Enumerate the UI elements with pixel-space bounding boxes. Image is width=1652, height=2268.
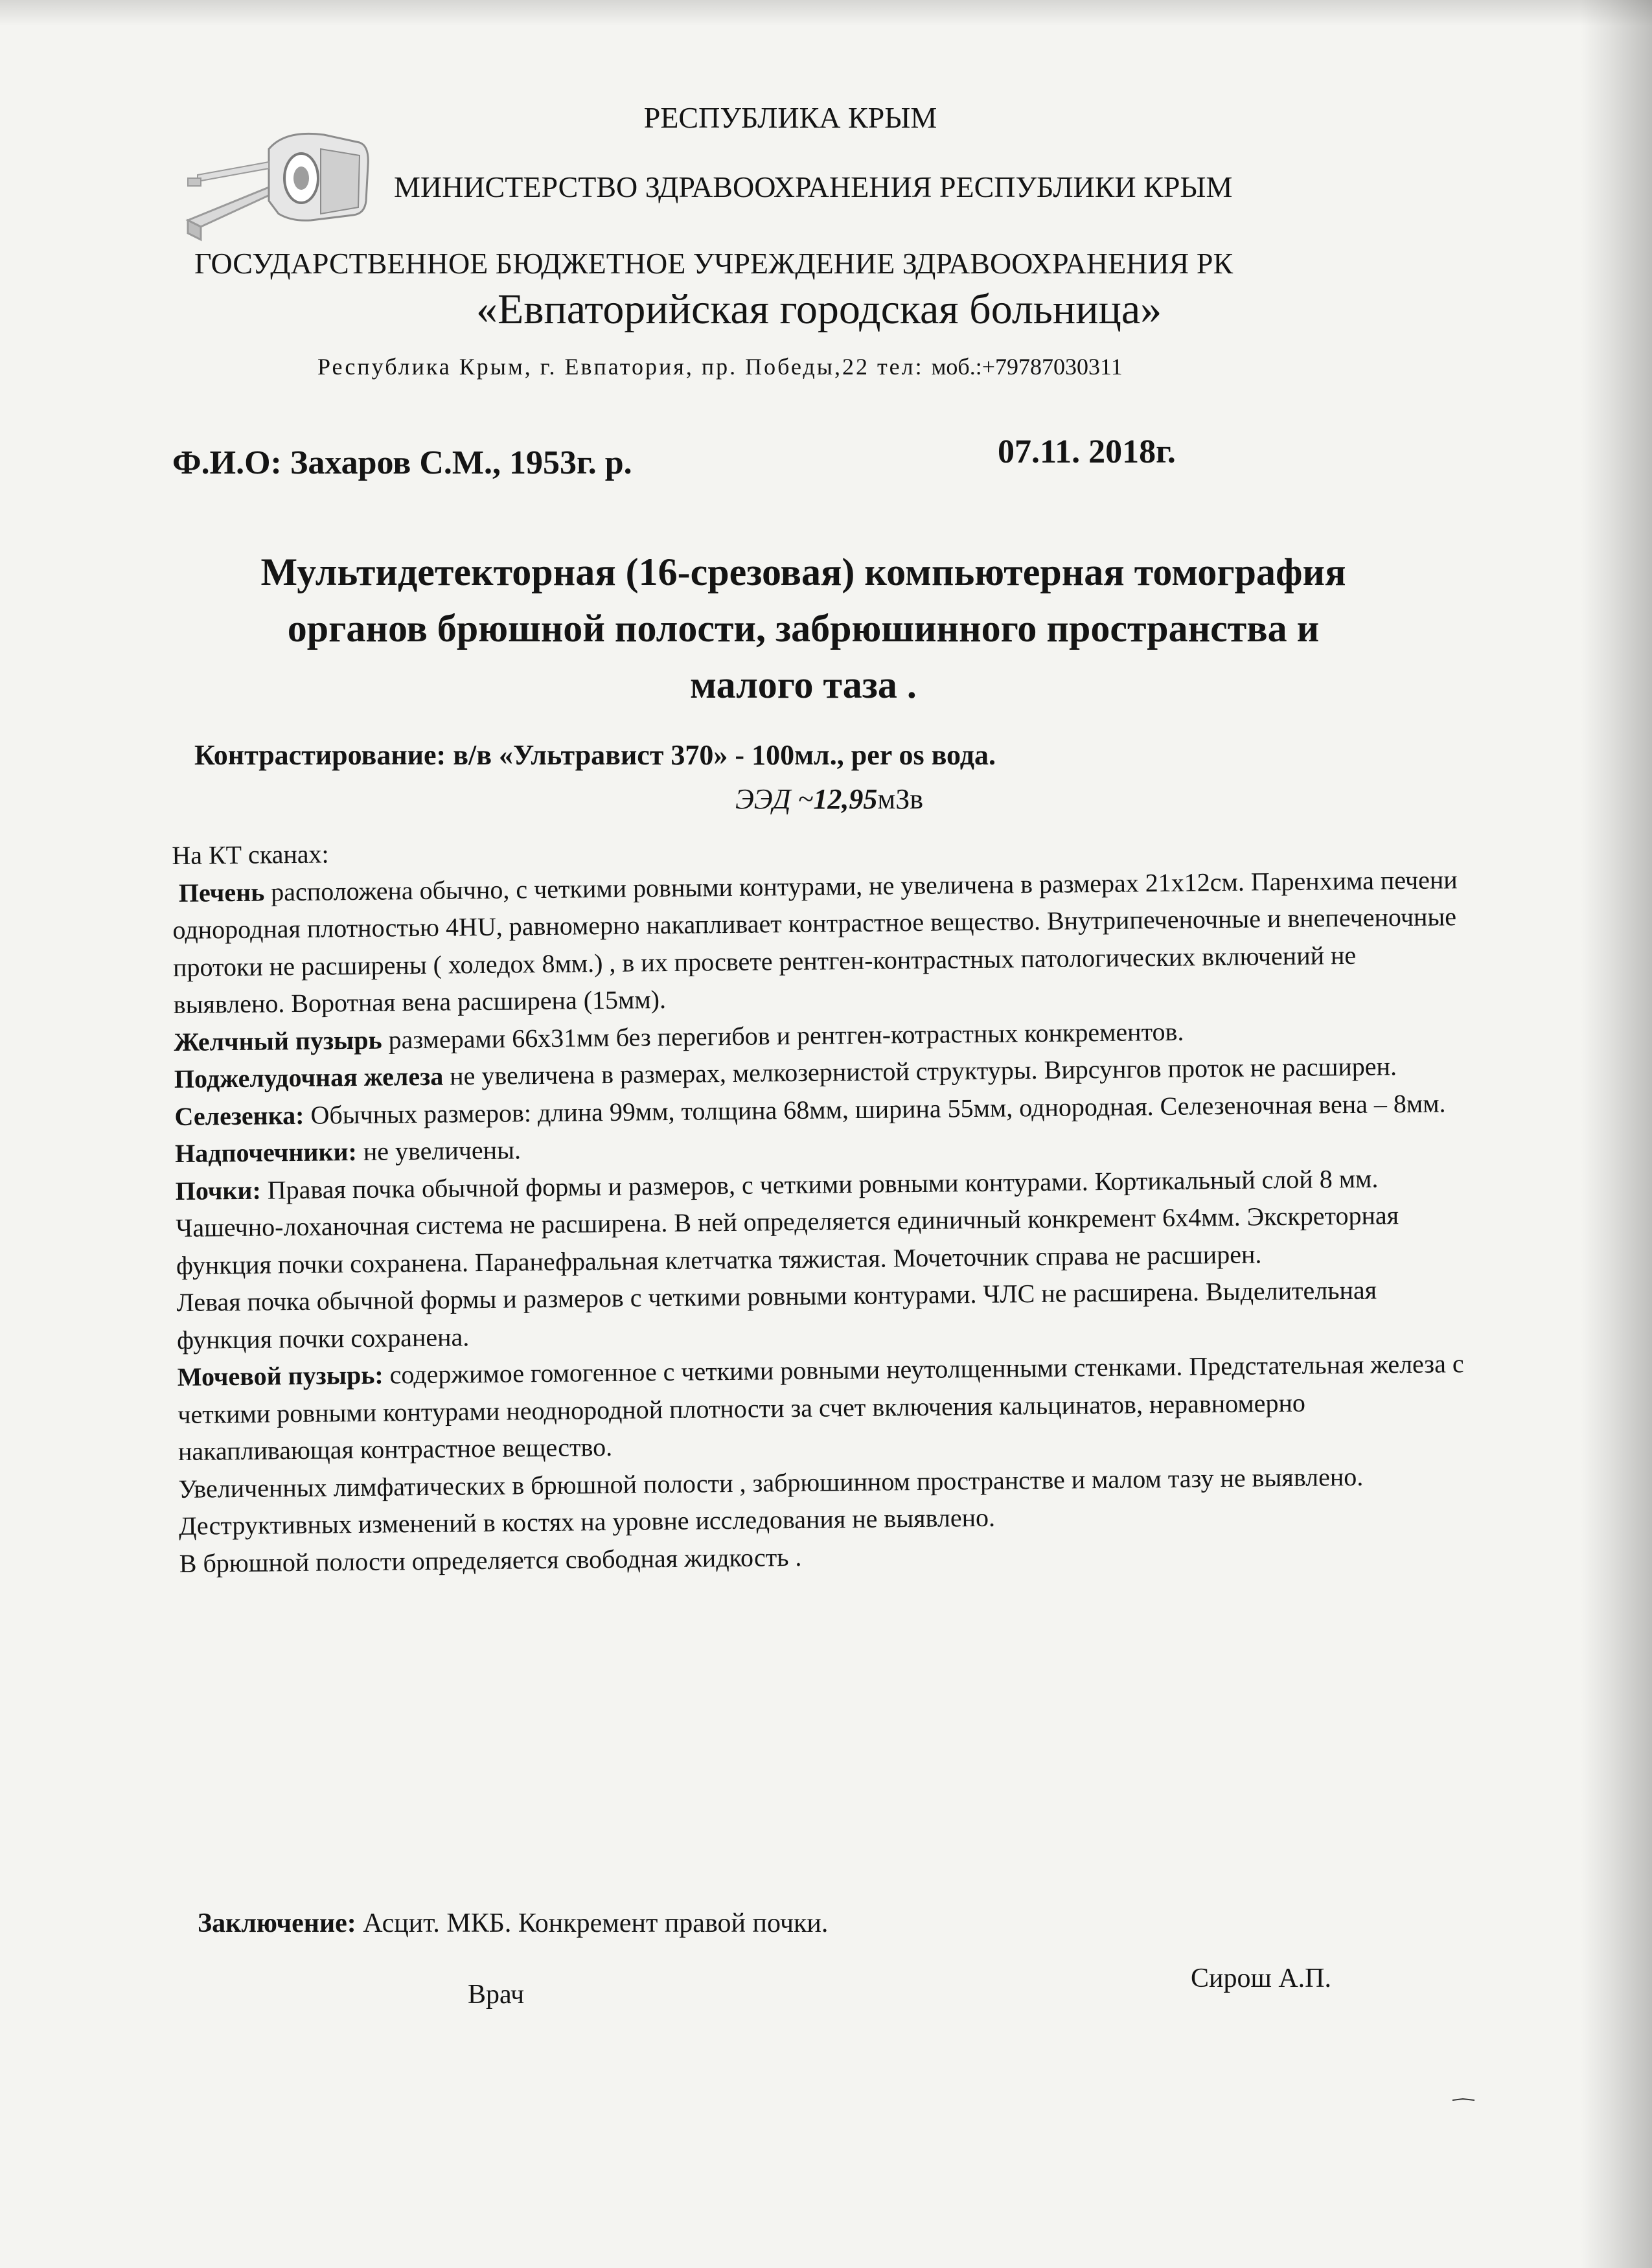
- header-hospital-name: «Евпаторийская городская больница»: [476, 286, 1162, 333]
- contrast-info: Контрастирование: в/в «Ультравист 370» - 100мл., per os вода.: [194, 739, 996, 771]
- finding-fluid: В брюшной полости определяется свободная жидкость .: [179, 1542, 802, 1578]
- finding-label: Надпочечники:: [174, 1137, 358, 1168]
- finding-lymph: Увеличенных лимфатических в брюшной полости , забрюшинном пространстве и малом тазу не выявлено.: [178, 1461, 1364, 1504]
- scan-shadow-edge: [1581, 0, 1652, 2268]
- dose-value: 12,95: [813, 783, 878, 815]
- finding-bones: Деструктивных изменений в костях на уровне исследования не выявлено.: [178, 1502, 996, 1541]
- phone-number: моб.:+79787030311: [931, 354, 1123, 380]
- finding-text: расположена обычно, с четкими ровными контурами, не увеличена в размерах 21х12см. Паренхима печени однородная плотностью 4HU, равномерно накапливает контрастное вещество. Внутрипеченочные и внепеченочные протоки не расширены ( холедох 8мм.) , в их просвете рентген-контрастных патологических включений не выявлено. Воротная вена расширена (15мм).: [172, 864, 1458, 1019]
- finding-text: размерами 66х31мм без перегибов и рентген-котрастных конкрементов.: [382, 1016, 1184, 1055]
- finding-text: не увеличена в размерах, мелкозернистой структуры. Вирсунгов проток не расширен.: [442, 1051, 1397, 1091]
- findings-section: [172, 823, 1475, 1582]
- patient-name: Ф.И.О: Захаров С.М., 1953г. р.: [172, 444, 632, 481]
- study-title-line: малого таза .: [690, 663, 917, 706]
- finding-text: Обычных размеров: длина 99мм, толщина 68мм, ширина 55мм, однородная. Селезеночная вена – 8мм.: [304, 1088, 1446, 1130]
- finding-label: Почки:: [175, 1175, 262, 1206]
- findings-intro: На КТ сканах:: [172, 839, 329, 870]
- finding-text: Правая почка обычной формы и размеров, с четкими ровными контурами. Кортикальный слой 8 мм. Чашечно-лоханочная система не расширена. В ней определяется единичный конкремент 6х4мм. Экскреторная функция почки сохранена. Паранефральная клетчатка тяжистая. Мочеточник справа не расширен.: [176, 1163, 1399, 1280]
- study-title-line: Мультидетекторная (16-срезовая) компьютерная томография: [260, 551, 1346, 593]
- finding-kidneys: [175, 1159, 1472, 1284]
- exam-date: 07.11. 2018г.: [998, 433, 1176, 470]
- study-title-line: органов брюшной полости, забрюшинного пространства и: [287, 607, 1320, 650]
- finding-label: Желчный пузырь: [174, 1025, 382, 1057]
- conclusion-label: Заключение:: [198, 1908, 356, 1938]
- header-republic: РЕСПУБЛИКА КРЫМ: [643, 101, 937, 134]
- finding-bladder: [177, 1345, 1474, 1470]
- pen-mark-icon: [1451, 2092, 1477, 2105]
- header-address: [317, 353, 1123, 380]
- scan-shadow-top: [0, 0, 1652, 26]
- doctor-name: Сирош А.П.: [1191, 1964, 1331, 1993]
- conclusion: [198, 1908, 828, 1939]
- finding-left-kidney: Левая почка обычной формы и размеров с четкими ровными контурами. ЧЛС не расширена. Выделительная функция почки сохранена.: [176, 1275, 1377, 1355]
- address-text: Республика Крым, г. Евпатория, пр. Победы,22 тел:: [317, 354, 924, 380]
- conclusion-text: Асцит. МКБ. Конкремент правой почки.: [356, 1908, 829, 1938]
- dose-prefix: ЭЭД ~: [735, 783, 814, 815]
- finding-label: Печень: [178, 877, 265, 908]
- finding-liver: [172, 861, 1469, 1024]
- finding-label: Селезенка:: [174, 1100, 304, 1131]
- study-title: [130, 544, 1477, 713]
- effective-dose: [735, 783, 923, 816]
- doctor-role: Врач: [468, 1980, 525, 2010]
- header-institution: ГОСУДАРСТВЕННОЕ БЮДЖЕТНОЕ УЧРЕЖДЕНИЕ ЗДРАВООХРАНЕНИЯ РК: [194, 247, 1233, 280]
- ct-scanner-icon: [172, 117, 379, 246]
- header-ministry: МИНИСТЕРСТВО ЗДРАВООХРАНЕНИЯ РЕСПУБЛИКИ КРЫМ: [394, 170, 1233, 203]
- dose-unit: мЗв: [877, 783, 924, 815]
- finding-text: не увеличены.: [356, 1135, 522, 1167]
- finding-label: Поджелудочная железа: [174, 1061, 444, 1094]
- finding-label: Мочевой пузырь:: [177, 1360, 384, 1392]
- finding-text: содержимое гомогенное с четкими ровными неутолщенными стенками. Предстательная железа с четкими ровными контурами неоднородной плотности за счет включения кальцинатов, неравномерно накапливающая контрастное вещество.: [178, 1349, 1464, 1466]
